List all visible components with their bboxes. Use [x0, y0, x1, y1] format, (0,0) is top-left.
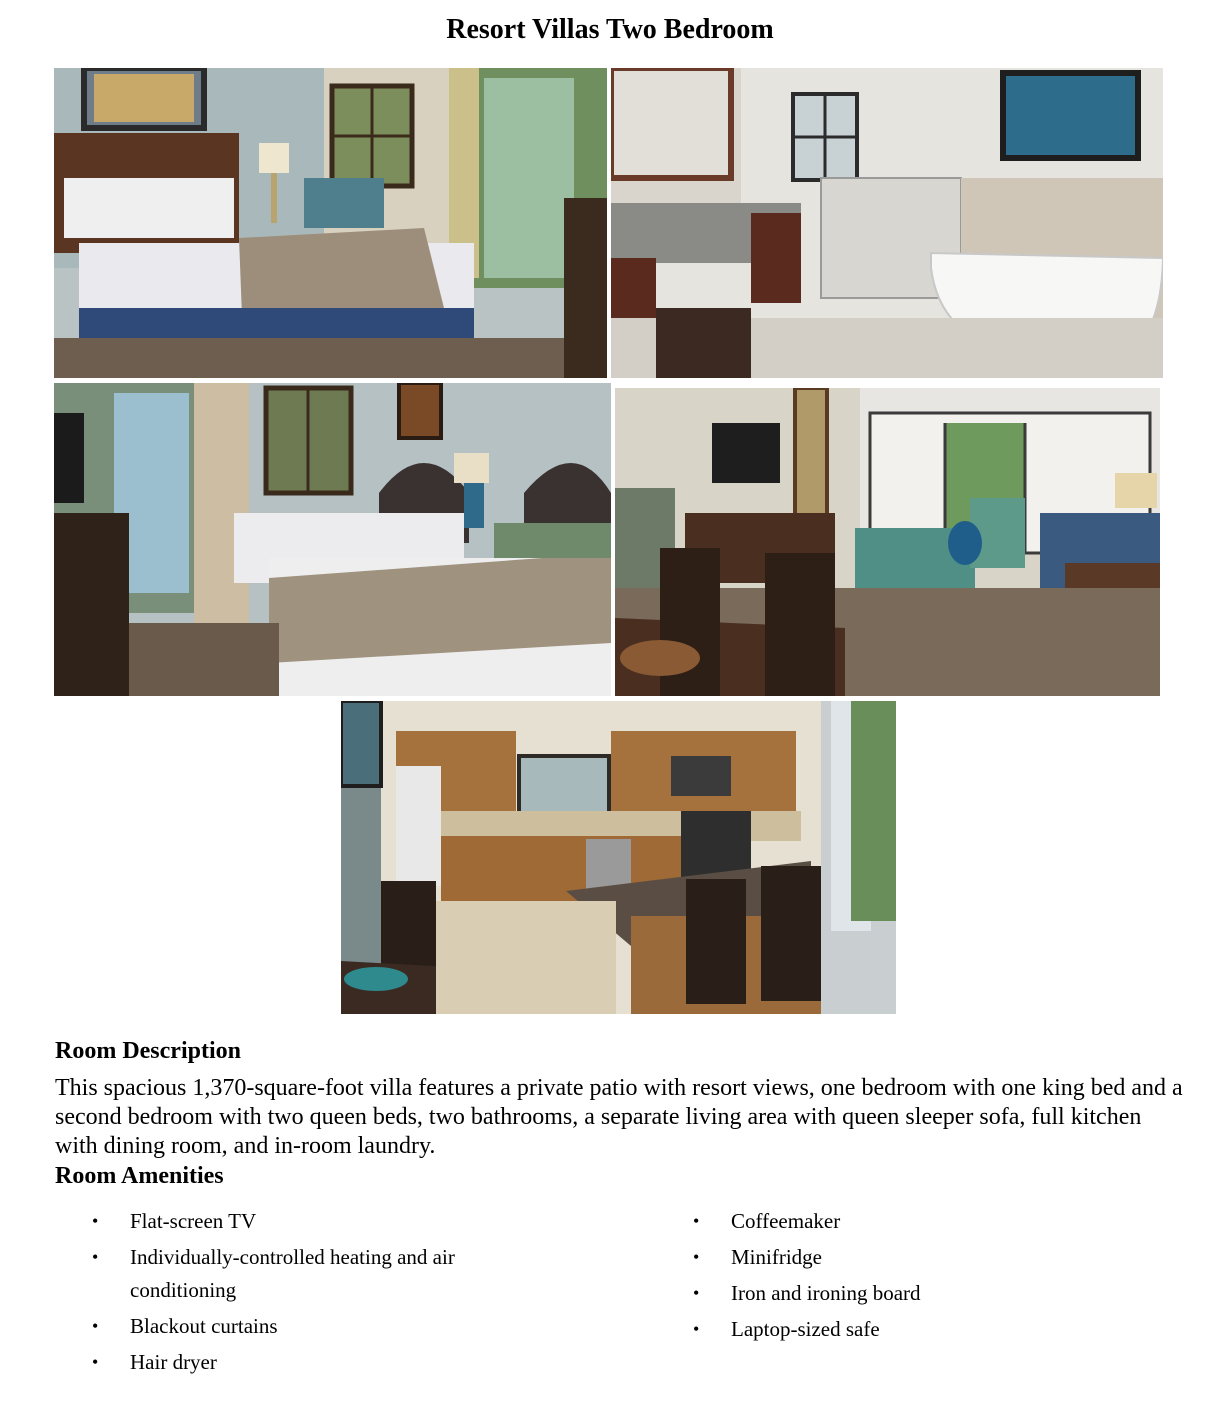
- bathroom-photo: [611, 68, 1163, 378]
- amenity-label: Flat-screen TV: [130, 1209, 257, 1233]
- bullet-icon: •: [92, 1352, 99, 1372]
- bullet-icon: •: [693, 1319, 700, 1339]
- king-bedroom-photo: [54, 68, 607, 378]
- bullet-icon: •: [693, 1211, 700, 1231]
- amenity-item: [693, 1241, 1131, 1274]
- bullet-icon: •: [92, 1316, 99, 1336]
- queen-bedroom-photo: [54, 383, 611, 696]
- room-amenities-heading: Room Amenities: [55, 1163, 224, 1189]
- page-title: Resort Villas Two Bedroom: [446, 14, 774, 45]
- amenity-item: [92, 1205, 520, 1238]
- bullet-icon: •: [92, 1211, 99, 1231]
- amenity-label: Individually-controlled heating and air conditioning: [130, 1245, 455, 1302]
- amenity-item: [693, 1205, 1131, 1238]
- amenity-item: [693, 1277, 1131, 1310]
- amenities-list-right: [693, 1205, 1131, 1349]
- amenity-label: Iron and ironing board: [731, 1281, 921, 1305]
- living-room-photo: [615, 388, 1160, 696]
- amenities-list-left: [92, 1205, 520, 1382]
- amenity-label: Coffeemaker: [731, 1209, 841, 1233]
- amenity-item: [92, 1310, 520, 1343]
- amenity-item: [92, 1241, 520, 1307]
- kitchen-photo: [341, 701, 896, 1014]
- bullet-icon: •: [92, 1247, 99, 1267]
- amenity-label: Laptop-sized safe: [731, 1317, 880, 1341]
- amenity-label: Blackout curtains: [130, 1314, 278, 1338]
- room-description-heading: Room Description: [55, 1038, 241, 1064]
- amenity-label: Hair dryer: [130, 1350, 217, 1374]
- amenity-item: [92, 1346, 520, 1379]
- amenity-item: [693, 1313, 1131, 1346]
- amenity-label: Minifridge: [731, 1245, 822, 1269]
- bullet-icon: •: [693, 1283, 700, 1303]
- room-description-text: This spacious 1,370-square-foot villa features a private patio with resort views, one bedroom with one king bed and a second bedroom with two queen beds, two bathrooms, a separate living area with queen sleeper sofa, full kitchen with dining room, and in-room laundry.: [55, 1075, 1183, 1159]
- bullet-icon: •: [693, 1247, 700, 1267]
